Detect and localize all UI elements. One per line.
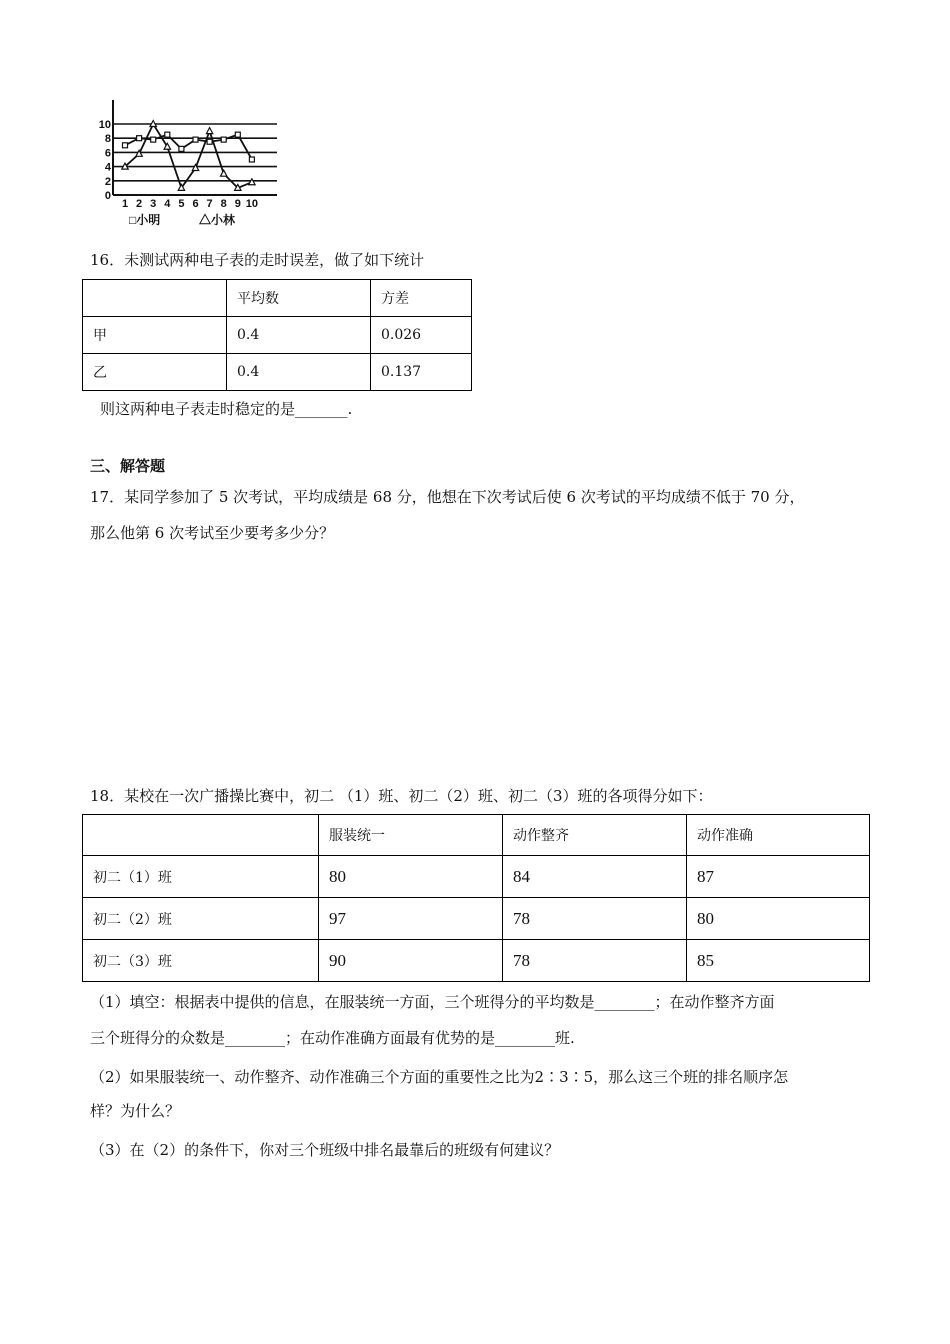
data-point-triangle [221,170,227,176]
q18-part1-line2: 三个班得分的众数是________；在动作准确方面最有优势的是________班. [90,1029,575,1047]
q16-stem: 16．未测试两种电子表的走时误差，做了如下统计 [90,251,425,269]
table-cell: 90 [319,940,503,982]
table-header-cell [83,280,227,317]
line-chart [95,98,285,230]
table-row [83,940,870,982]
table-cell: 84 [503,856,687,898]
x-tick-label: 4 [164,198,171,210]
q16-table [82,279,472,391]
table-row [83,354,472,391]
x-tick-label: 2 [136,198,143,210]
data-point-triangle [206,128,212,134]
y-tick-label: 4 [104,161,111,174]
x-tick-label: 6 [192,198,199,210]
q17-line1: 17．某同学参加了 5 次考试，平均成绩是 68 分，他想在下次考试后使 6 次考试的平均成绩不低于 70 分， [90,488,805,506]
data-point-square [221,137,226,142]
table-cell: 78 [503,940,687,982]
x-tick-label: 9 [234,198,241,210]
table-cell: 初二（1）班 [83,856,319,898]
table-cell: 初二（2）班 [83,898,319,940]
table-header-cell [83,815,319,856]
table-header-cell: 动作准确 [687,815,870,856]
x-tick-label: 10 [245,198,259,210]
data-point-triangle [249,179,255,185]
table-cell: 87 [687,856,870,898]
data-point-triangle [192,165,198,171]
legend-entry: △小林 [199,213,236,227]
table-cell: 78 [503,898,687,940]
table-header-cell: 平均数 [227,280,371,317]
data-point-triangle [150,121,156,127]
table-cell: 0.4 [227,317,371,354]
y-tick-label: 6 [104,147,111,160]
x-tick-label: 1 [121,198,129,210]
y-tick-label: 8 [104,133,111,146]
q18-part3: （3）在（2）的条件下，你对三个班级中排名最靠后的班级有何建议？ [90,1141,560,1159]
q18-table [82,814,870,982]
q17-line2: 那么他第 6 次考试至少要考多少分？ [90,524,335,542]
line-chart-svg [95,98,285,230]
q18-part2-line1: （2）如果服装统一、动作整齐、动作准确三个方面的重要性之比为2∶3∶5，那么这三个班的排名顺序怎 [90,1068,789,1086]
table-header-cell: 方差 [371,280,472,317]
data-point-square [193,137,198,142]
data-point-square [151,137,156,142]
q16-answer-line: 则这两种电子表走时稳定的是_______. [100,400,353,418]
legend-entry: □小明 [129,213,161,227]
q18-stem: 18．某校在一次广播操比赛中，初二 （1）班、初二（2）班、初二（3）班的各项得分如下： [90,787,713,805]
x-tick-label: 7 [206,198,213,210]
q18-part2-line2: 样？为什么？ [90,1102,181,1120]
series-line-triangle [125,124,252,188]
x-tick-label: 5 [178,198,185,210]
table-header-row [83,815,870,856]
table-cell: 0.026 [371,317,472,354]
data-point-square [179,146,184,151]
table-cell: 乙 [83,354,227,391]
data-point-square [235,132,240,137]
y-tick-label: 10 [98,119,111,131]
y-tick-label: 2 [104,175,111,188]
table-cell: 初二（3）班 [83,940,319,982]
data-point-square [207,139,212,144]
table-row [83,317,472,354]
table-cell: 97 [319,898,503,940]
data-point-square [165,132,170,137]
table-header-cell: 服装统一 [319,815,503,856]
q18-part1-line1: （1）填空：根据表中提供的信息，在服装统一方面，三个班得分的平均数是________；在动作整齐方面 [90,993,775,1011]
table-cell: 85 [687,940,870,982]
table-cell: 甲 [83,317,227,354]
data-point-triangle [136,150,142,156]
table-row [83,898,870,940]
table-cell: 0.4 [227,354,371,391]
data-point-square [123,143,128,148]
table-cell: 80 [687,898,870,940]
x-tick-label: 3 [150,198,157,210]
table-cell: 80 [319,856,503,898]
y-tick-label: 0 [104,190,111,202]
section-heading: 三、解答题 [90,457,166,475]
data-point-square [249,157,254,162]
data-point-square [137,136,142,141]
x-tick-label: 8 [220,198,227,210]
table-cell: 0.137 [371,354,472,391]
table-row [83,856,870,898]
table-header-cell: 动作整齐 [503,815,687,856]
table-header-row [83,280,472,317]
